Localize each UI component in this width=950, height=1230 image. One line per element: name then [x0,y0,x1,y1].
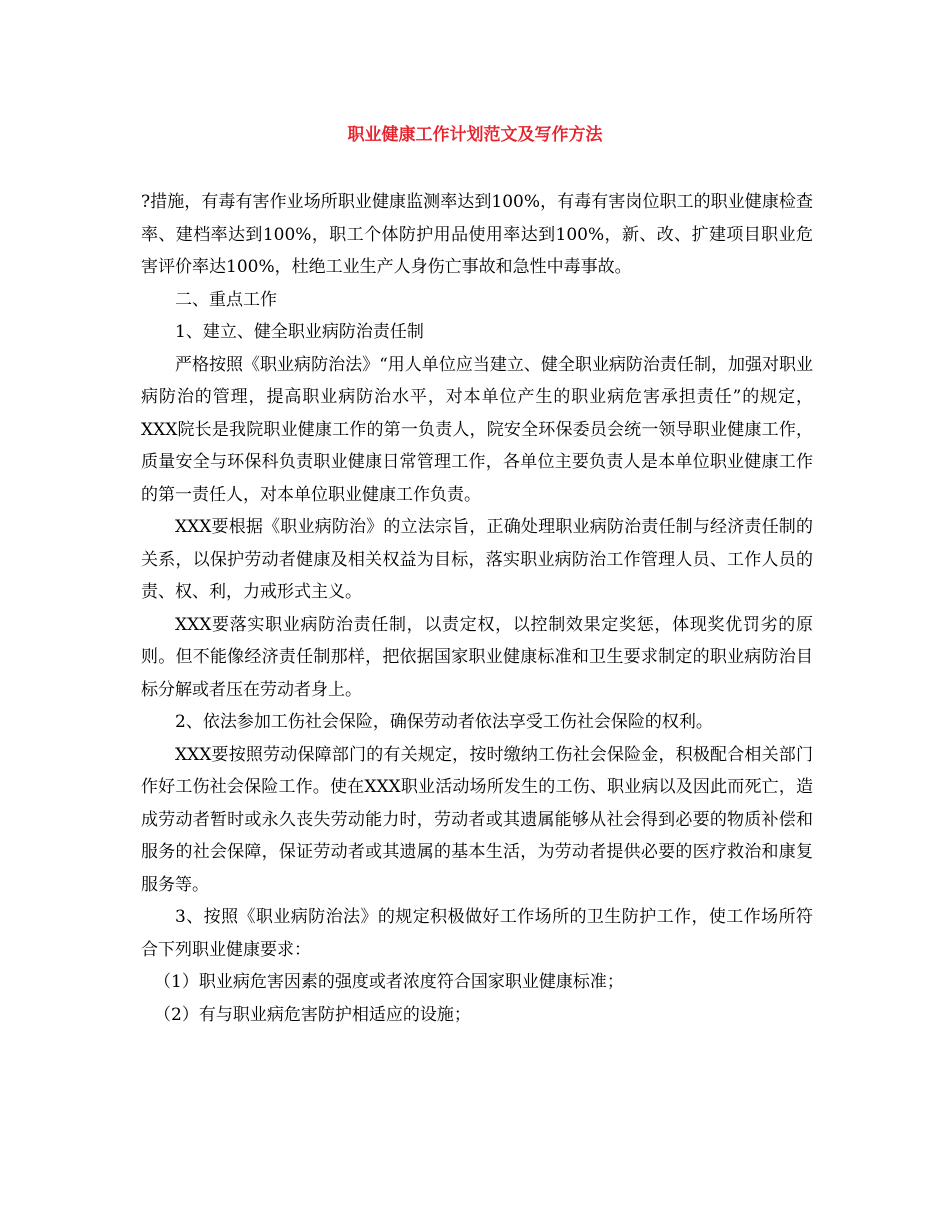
document-body [141,186,813,1031]
heading-injury-insurance: 2、依法参加工伤社会保险，确保劳动者依法享受工伤社会保险的权利。 [175,712,713,732]
paragraph-law-requirement: 严格按照《职业病防治法》“用人单位应当建立、健全职业病防治责任制，加强对职业病防治的管理，提高职业病防治水平，对本单位产生的职业病危害承担责任”的规定，XXX院长是我院职业健康工作的第一负责人，院安全环保委员会统一领导职业健康工作，质量安全与环保科负责职业健康日常管理工作，各单位主要负责人是本单位职业健康工作的第一责任人，对本单位职业健康工作负责。 [141,354,813,505]
document-title: 职业健康工作计划范文及写作方法 [347,125,603,145]
heading-responsibility-system: 1、建立、健全职业病防治责任制 [175,322,424,342]
paragraph-measures: ?措施，有毒有害作业场所职业健康监测率达到100%，有毒有害岗位职工的职业健康检查率、建档率达到100%，职工个体防护用品使用率达到100%，新、改、扩建项目职业危害评价率达100%，杜绝工业生产人身伤亡事故和急性中毒事故。 [141,192,813,277]
paragraph-legislative-purpose: XXX要根据《职业病防治》的立法宗旨，正确处理职业病防治责任制与经济责任制的关系，以保护劳动者健康及相关权益为目标，落实职业病防治工作管理人员、工作人员的责、权、利，力戒形式主义。 [141,517,813,602]
paragraph-insurance-details: XXX要按照劳动保障部门的有关规定，按时缴纳工伤社会保险金，积极配合相关部门作好工伤社会保险工作。使在XXX职业活动场所发生的工伤、职业病以及因此而死亡，造成劳动者暂时或永久丧失劳动能力时，劳动者或其遗属能够从社会得到必要的物质补偿和服务的社会保障，保证劳动者或其遗属的基本生活，为劳动者提供必要的医疗救治和康复服务等。 [141,744,813,895]
list-item-2: （2）有与职业病危害防护相适应的设施； [154,1004,471,1025]
heading-key-work: 二、重点工作 [175,289,277,310]
paragraph-implement-responsibility: XXX要落实职业病防治责任制，以责定权，以控制效果定奖惩，体现奖优罚劣的原则。但不能像经济责任制那样，把依据国家职业健康标准和卫生要求制定的职业病防治目标分解或者压在劳动者身上。 [141,614,813,700]
list-item-1: （1）职业病危害因素的强度或者浓度符合国家职业健康标准； [154,972,624,992]
heading-workplace-protection: 3、按照《职业病防治法》的规定积极做好工作场所的卫生防护工作，使工作场所符合下列职业健康要求： [141,907,813,960]
